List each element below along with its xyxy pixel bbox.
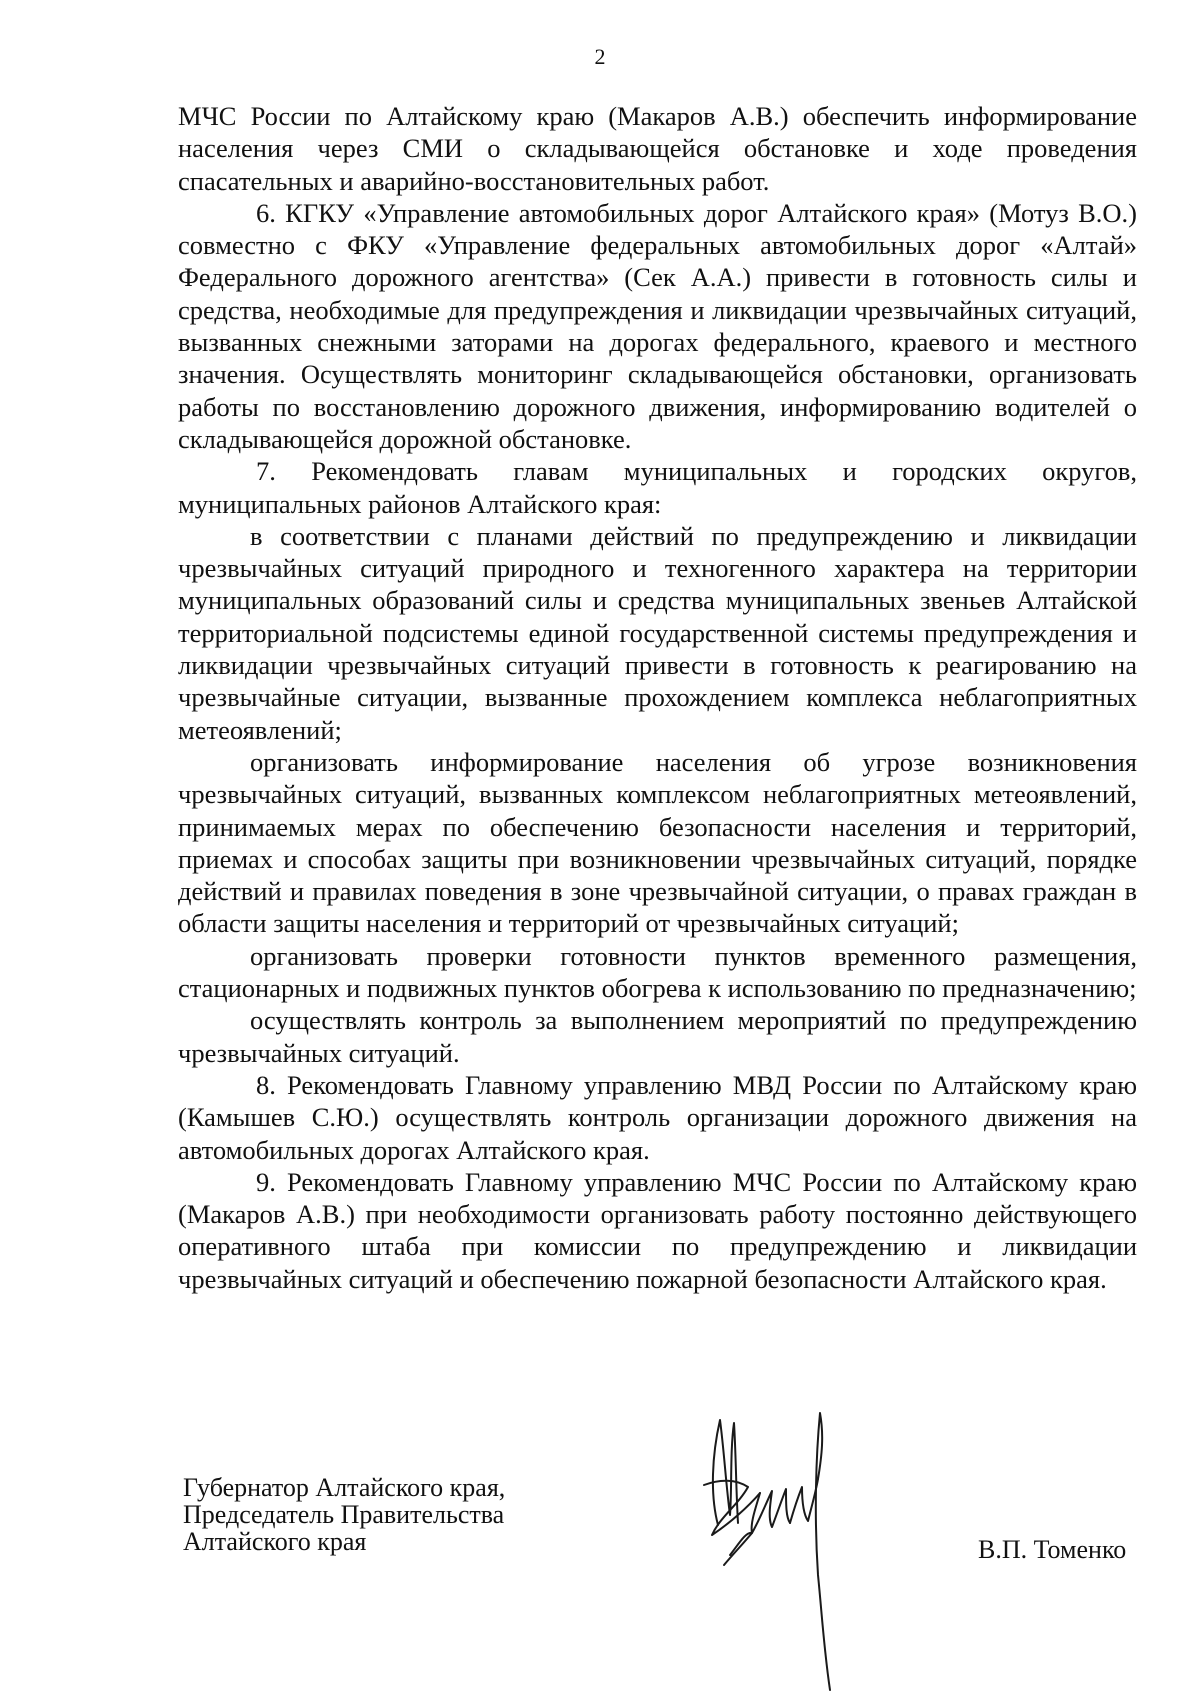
paragraph-item-7-sub-4: осуществлять контроль за выполнением мероприятий по предупреждению чрезвычайных ситуаций.	[178, 1005, 1137, 1068]
position-line: Председатель Правительства	[183, 1500, 505, 1529]
page-number: 2	[594, 44, 606, 69]
body-text	[178, 100, 1137, 1295]
paragraph-item-7-sub-2: организовать информирование населения об угрозе возникновения чрезвычайных ситуаций, вызванных комплексом неблагоприятных метеоявлений, принимаемых мерах по обеспечению безопасности населения и территорий, приемах и способах защиты при возникновении чрезвычайных ситуаций, порядке действий и правилах поведения в зоне чрезвычайной ситуации, о правах граждан в области защиты населения и территорий от чрезвычайных ситуаций;	[178, 746, 1137, 939]
paragraph-item-9: 9. Рекомендовать Главному управлению МЧС России по Алтайскому краю (Макаров А.В.) при необходимости организовать работу постоянно действующего оперативного штаба при комиссии по предупреждению и ликвидации чрезвычайных ситуаций и обеспечению пожарной безопасности Алтайского края.	[178, 1166, 1137, 1294]
position-line: Алтайского края	[183, 1527, 367, 1556]
paragraph-item-8: 8. Рекомендовать Главному управлению МВД России по Алтайскому краю (Камышев С.Ю.) осуществлять контроль организации дорожного движения на автомобильных дорогах Алтайского края.	[178, 1069, 1137, 1165]
position-line: Губернатор Алтайского края,	[183, 1473, 506, 1502]
handwritten-signature	[690, 1395, 850, 1695]
paragraph-item-7-sub-1: в соответствии с планами действий по предупреждению и ликвидации чрезвычайных ситуаций природного и техногенного характера на территории муниципальных образований силы и средства муниципальных звеньев Алтайской территориальной подсистемы единой государственной системы предупреждения и ликвидации чрезвычайных ситуаций привести в готовность к реагированию на чрезвычайные ситуации, вызванные прохождением комплекса неблагоприятных метеоявлений;	[178, 520, 1137, 745]
signatory-name: В.П. Томенко	[978, 1535, 1127, 1564]
signatory-position	[183, 1474, 505, 1555]
paragraph-item-7-sub-3: организовать проверки готовности пунктов временного размещения, стационарных и подвижных пунктов обогрева к использованию по предназначению;	[178, 940, 1137, 1004]
paragraph-item-6: 6. КГКУ «Управление автомобильных дорог Алтайского края» (Мотуз В.О.) совместно с ФКУ «Управление федеральных автомобильных дорог «Алтай» Федерального дорожного агентства» (Сек А.А.) привести в готовность силы и средства, необходимые для предупреждения и ликвидации чрезвычайных ситуаций, вызванных снежными заторами на дорогах федерального, краевого и местного значения. Осуществлять мониторинг складывающейся обстановки, организовать работы по восстановлению дорожного движения, информированию водителей о складывающейся дорожной обстановке.	[178, 197, 1137, 454]
paragraph-continuation: МЧС России по Алтайскому краю (Макаров А.В.) обеспечить информирование населения через СМИ о складывающейся обстановке и ходе проведения спасательных и аварийно-восстановительных работ.	[178, 101, 1137, 196]
paragraph-item-7: 7. Рекомендовать главам муниципальных и городских округов, муниципальных районов Алтайского края:	[178, 456, 1137, 519]
